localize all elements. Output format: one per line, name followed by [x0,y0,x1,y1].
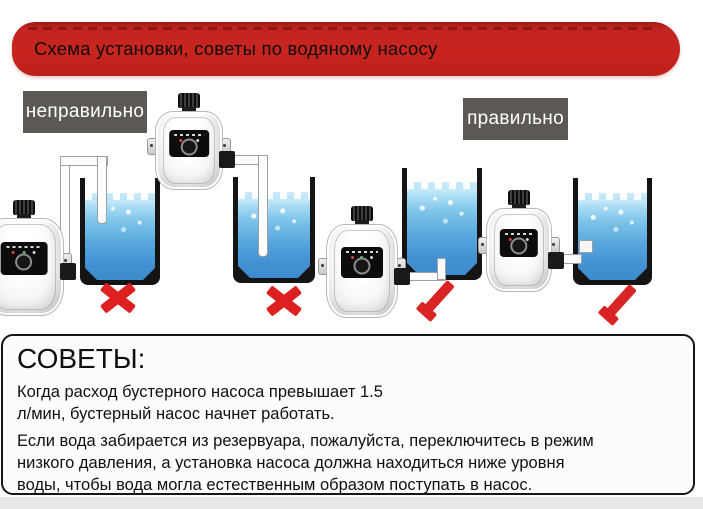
pump-body [486,208,552,292]
page-title: Схема установки, советы по водяному насосу [34,38,438,59]
pump-scene2 [155,93,223,190]
pump-outlet [548,252,564,269]
tips-line: Если вода забирается из резервуара, пожалуйста, переключитесь в режим [17,431,594,450]
water [578,193,647,280]
pump-knob-icon [354,258,371,275]
pump-body [155,111,223,190]
pump-control-panel [1,242,48,275]
pump-knob-icon [181,138,198,155]
pump-cap [13,200,35,215]
led-red-icon [351,256,354,259]
pump-cap [178,93,200,108]
led-white-icon [370,256,373,259]
tips-paragraph-2 [17,430,679,496]
pipe-vertical-into-tank [258,155,268,257]
bottom-gray-strip [0,497,703,509]
pump-cap [351,206,373,221]
tank-corner [578,268,590,280]
tank-corner [298,266,310,278]
title-banner [12,22,680,76]
tips-box [1,334,695,495]
led-white-icon [526,238,529,241]
water-tank-1 [80,178,160,285]
cross-icon [100,284,136,312]
tank-corner [238,266,250,278]
tank-corner [143,268,155,280]
pump-cap [508,190,530,205]
check-icon [419,285,457,316]
cross-icon [266,287,302,315]
panel-text [346,251,378,253]
side-inlet-stub [579,240,593,253]
water-tank-2 [233,177,315,283]
pump-control-panel [500,229,538,257]
pump-control-panel [341,247,383,278]
water [85,193,155,280]
tips-line: л/мин, бустерный насос начнет работать. [17,404,335,423]
pump-body [0,218,64,316]
incorrect-label: неправильно [23,91,147,133]
tank-corner [635,268,647,280]
pump-outlet [219,151,235,168]
pump-scene1 [0,200,64,316]
pump-outlet [60,263,76,280]
tips-line: низкого давления, а установка насоса должна находиться ниже уровня [17,453,565,472]
tank-corner [85,268,97,280]
pump-control-panel [169,130,209,156]
pump-scene3 [326,206,398,318]
pump-scene4 [486,190,552,292]
pipe-vertical-into-tank [97,156,107,224]
correct-label: правильно [463,98,568,140]
pump-body [326,224,398,318]
panel-text [504,233,533,235]
tips-paragraph-1 [17,381,679,425]
pump-outlet [394,268,410,285]
pump-knob-icon [15,254,32,271]
check-icon [601,289,639,320]
led-white-icon [32,251,35,254]
tips-heading: СОВЕТЫ: [17,343,146,374]
pump-knob-icon [510,237,527,254]
pipe-bottom-inlet [437,258,446,280]
panel-text [174,134,204,136]
tank-corner [465,263,477,275]
tips-line: Когда расход бустерного насоса превышает 1.5 [17,382,383,401]
tips-line: воды, чтобы вода могла естественным образом поступать в насос. [17,475,533,494]
led-red-icon [12,251,15,254]
water-tank-4 [573,178,652,285]
panel-text [6,246,42,248]
